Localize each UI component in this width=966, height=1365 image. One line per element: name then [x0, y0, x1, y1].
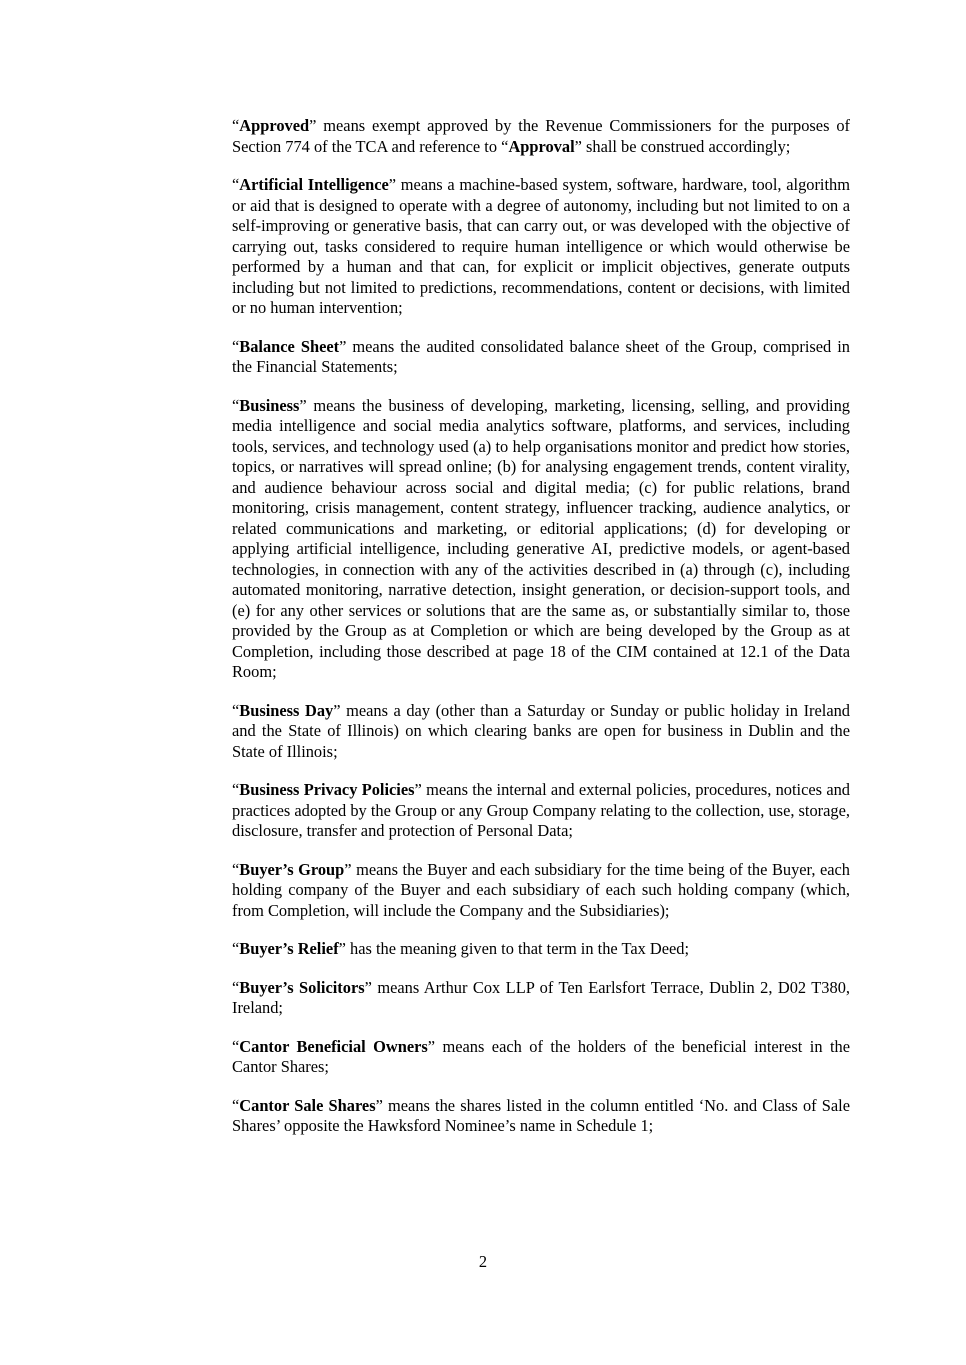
- definition-cantor-beneficial-owners: “Cantor Beneficial Owners” means each of the holders of the beneficial interest in the Cantor Shares;: [232, 1036, 851, 1076]
- page-number: 2: [478, 1252, 488, 1271]
- definition-text: means a day (other than a Saturday or Sunday or public holiday in Ireland and the State of Illinois) on which clearing banks are open for business in Dublin and the State of Illinois;: [232, 700, 850, 761]
- definition-cantor-sale-shares: “Cantor Sale Shares” means the shares listed in the column entitled ‘No. and Class of Sale Shares’ opposite the Hawksford Nominee’s name in Schedule 1;: [232, 1095, 850, 1135]
- definition-text: means the internal and external policies, procedures, notices and practices adopted by the Group or any Group Company relating to the collection, use, storage, disclosure, transfer and protection of Personal Data;: [232, 780, 850, 840]
- defined-term: Cantor Sale Shares: [239, 1095, 376, 1115]
- defined-term-secondary: Approval: [508, 136, 575, 156]
- defined-term: Business Privacy Policies: [239, 780, 415, 799]
- definition-text: means the audited consolidated balance sheet of the Group, comprised in the Financial Statements;: [232, 336, 850, 376]
- definition-balance-sheet: “Balance Sheet” means the audited consolidated balance sheet of the Group, comprised in the Financial Statements;: [232, 336, 850, 376]
- definition-text: means the Buyer and each subsidiary for the time being of the Buyer, each holding company of the Buyer and each subsidiary of each such holding company (which, from Completion, will include the Company and the Subsidiaries);: [232, 859, 850, 920]
- defined-term: Buyer’s Group: [239, 859, 345, 879]
- definition-artificial-intelligence: “Artificial Intelligence” means a machine-based system, software, hardware, tool, algorithm or aid that is designed to operate with a degree of autonomy, including but not limited to on a self-improving or generative basis, that can carry out, or was developed with the objective of carrying out, tasks considered to require human intelligence or which would otherwise be performed by a human and that can, for explicit or implicit objectives, generate outputs including but not limited to predictions, recommendations, content or decisions, with limited or no human intervention;: [232, 175, 850, 317]
- defined-term: Balance Sheet: [239, 336, 340, 356]
- definition-business-day: “Business Day” means a day (other than a Saturday or Sunday or public holiday in Ireland and the State of Illinois) on which clearing banks are open for business in Dublin and the State of Illinois;: [232, 700, 850, 761]
- defined-term: Approved: [239, 116, 310, 135]
- definition-text: means the business of developing, marketing, licensing, selling, and providing media intelligence and social media analytics software, platforms, and services, including tools, services, and technology used (a) to help organisations monitor and predict how stories, topics, or narratives will spread online; (b) for analysing engagement trends, content virality, and audience behaviour across social and digital media; (c) for public relations, brand monitoring, crisis management, content strategy, influencer tracking, audience analytics, or related communications and marketing, or editorial applications; (d) for developing or applying artificial intelligence, including generative AI, predictive models, or agent-based technologies, in connection with any of the activities described in (a) through (c), including automated monitoring, narrative detection, insight generation, or decision-support tools, and (e) for any other services or solutions that are the same as, or substantially similar to, those provided by the Group as at Completion or which are being developed by the Group as at Completion, including those described at page 18 of the CIM contained at 12.1 of the Data Room;: [232, 395, 850, 681]
- definition-text: means Arthur Cox LLP of Ten Earlsfort Terrace, Dublin 2, D02 T380, Ireland;: [232, 977, 850, 1017]
- defined-term: Artificial Intelligence: [239, 175, 389, 194]
- definitions-list: [232, 116, 850, 1155]
- definition-text: means the shares listed in the column entitled ‘No. and Class of Sale Shares’ opposite the Hawksford Nominee’s name in Schedule 1;: [232, 1095, 850, 1135]
- definition-text-tail: ” shall be construed accordingly;: [574, 136, 791, 156]
- defined-term: Buyer’s Solicitors: [239, 977, 365, 997]
- definition-approved: “Approved” means exempt approved by the Revenue Commissioners for the purposes of Section 774 of the TCA and reference to “Approval” shall be construed accordingly;: [232, 116, 850, 156]
- defined-term: Business Day: [239, 700, 334, 720]
- definition-text: means a machine-based system, software, hardware, tool, algorithm or aid that is designed to operate with a degree of autonomy, including but not limited to on a self-improving or generative basis, that can carry out, or was developed with the objective of carrying out, tasks considered to require human intelligence or which would otherwise be performed by a human and that can, for explicit or implicit objectives, generate outputs including but not limited to predictions, recommendations, content or decisions, with limited or no human intervention;: [232, 175, 850, 317]
- definition-buyers-group: “Buyer’s Group” means the Buyer and each subsidiary for the time being of the Buyer, each holding company of the Buyer and each subsidiary of each such holding company (which, from Completion, will include the Company and the Subsidiaries);: [232, 859, 850, 920]
- definition-text: means each of the holders of the beneficial interest in the Cantor Shares;: [232, 1036, 851, 1076]
- definition-buyers-solicitors: “Buyer’s Solicitors” means Arthur Cox LLP of Ten Earlsfort Terrace, Dublin 2, D02 T380, Ireland;: [232, 977, 850, 1017]
- definition-buyers-relief: “Buyer’s Relief” has the meaning given to that term in the Tax Deed;: [232, 939, 690, 958]
- defined-term: Cantor Beneficial Owners: [239, 1036, 428, 1056]
- definition-business-privacy-policies: “Business Privacy Policies” means the internal and external policies, procedures, notices and practices adopted by the Group or any Group Company relating to the collection, use, storage, disclosure, transfer and protection of Personal Data;: [232, 780, 850, 840]
- defined-term: Buyer’s Relief: [239, 939, 339, 958]
- definition-business: “Business” means the business of developing, marketing, licensing, selling, and providing media intelligence and social media analytics software, platforms, and services, including tools, services, and technology used (a) to help organisations monitor and predict how stories, topics, or narratives will spread online; (b) for analysing engagement trends, content virality, and audience behaviour across social and digital media; (c) for public relations, brand monitoring, crisis management, content strategy, influencer tracking, audience analytics, or related communications and marketing, or editorial applications; (d) for developing or applying artificial intelligence, including generative AI, predictive models, or agent-based technologies, in connection with any of the activities described in (a) through (c), including automated monitoring, narrative detection, insight generation, or decision-support tools, and (e) for any other services or solutions that are the same as, or substantially similar to, those provided by the Group as at Completion or which are being developed by the Group as at Completion, including those described at page 18 of the CIM contained at 12.1 of the Data Room;: [232, 395, 850, 681]
- defined-term: Business: [239, 395, 300, 415]
- definition-text: means exempt approved by the Revenue Commissioners for the purposes of Section 774 of the TCA and reference to “: [232, 116, 850, 156]
- definition-text: has the meaning given to that term in the Tax Deed;: [345, 939, 690, 958]
